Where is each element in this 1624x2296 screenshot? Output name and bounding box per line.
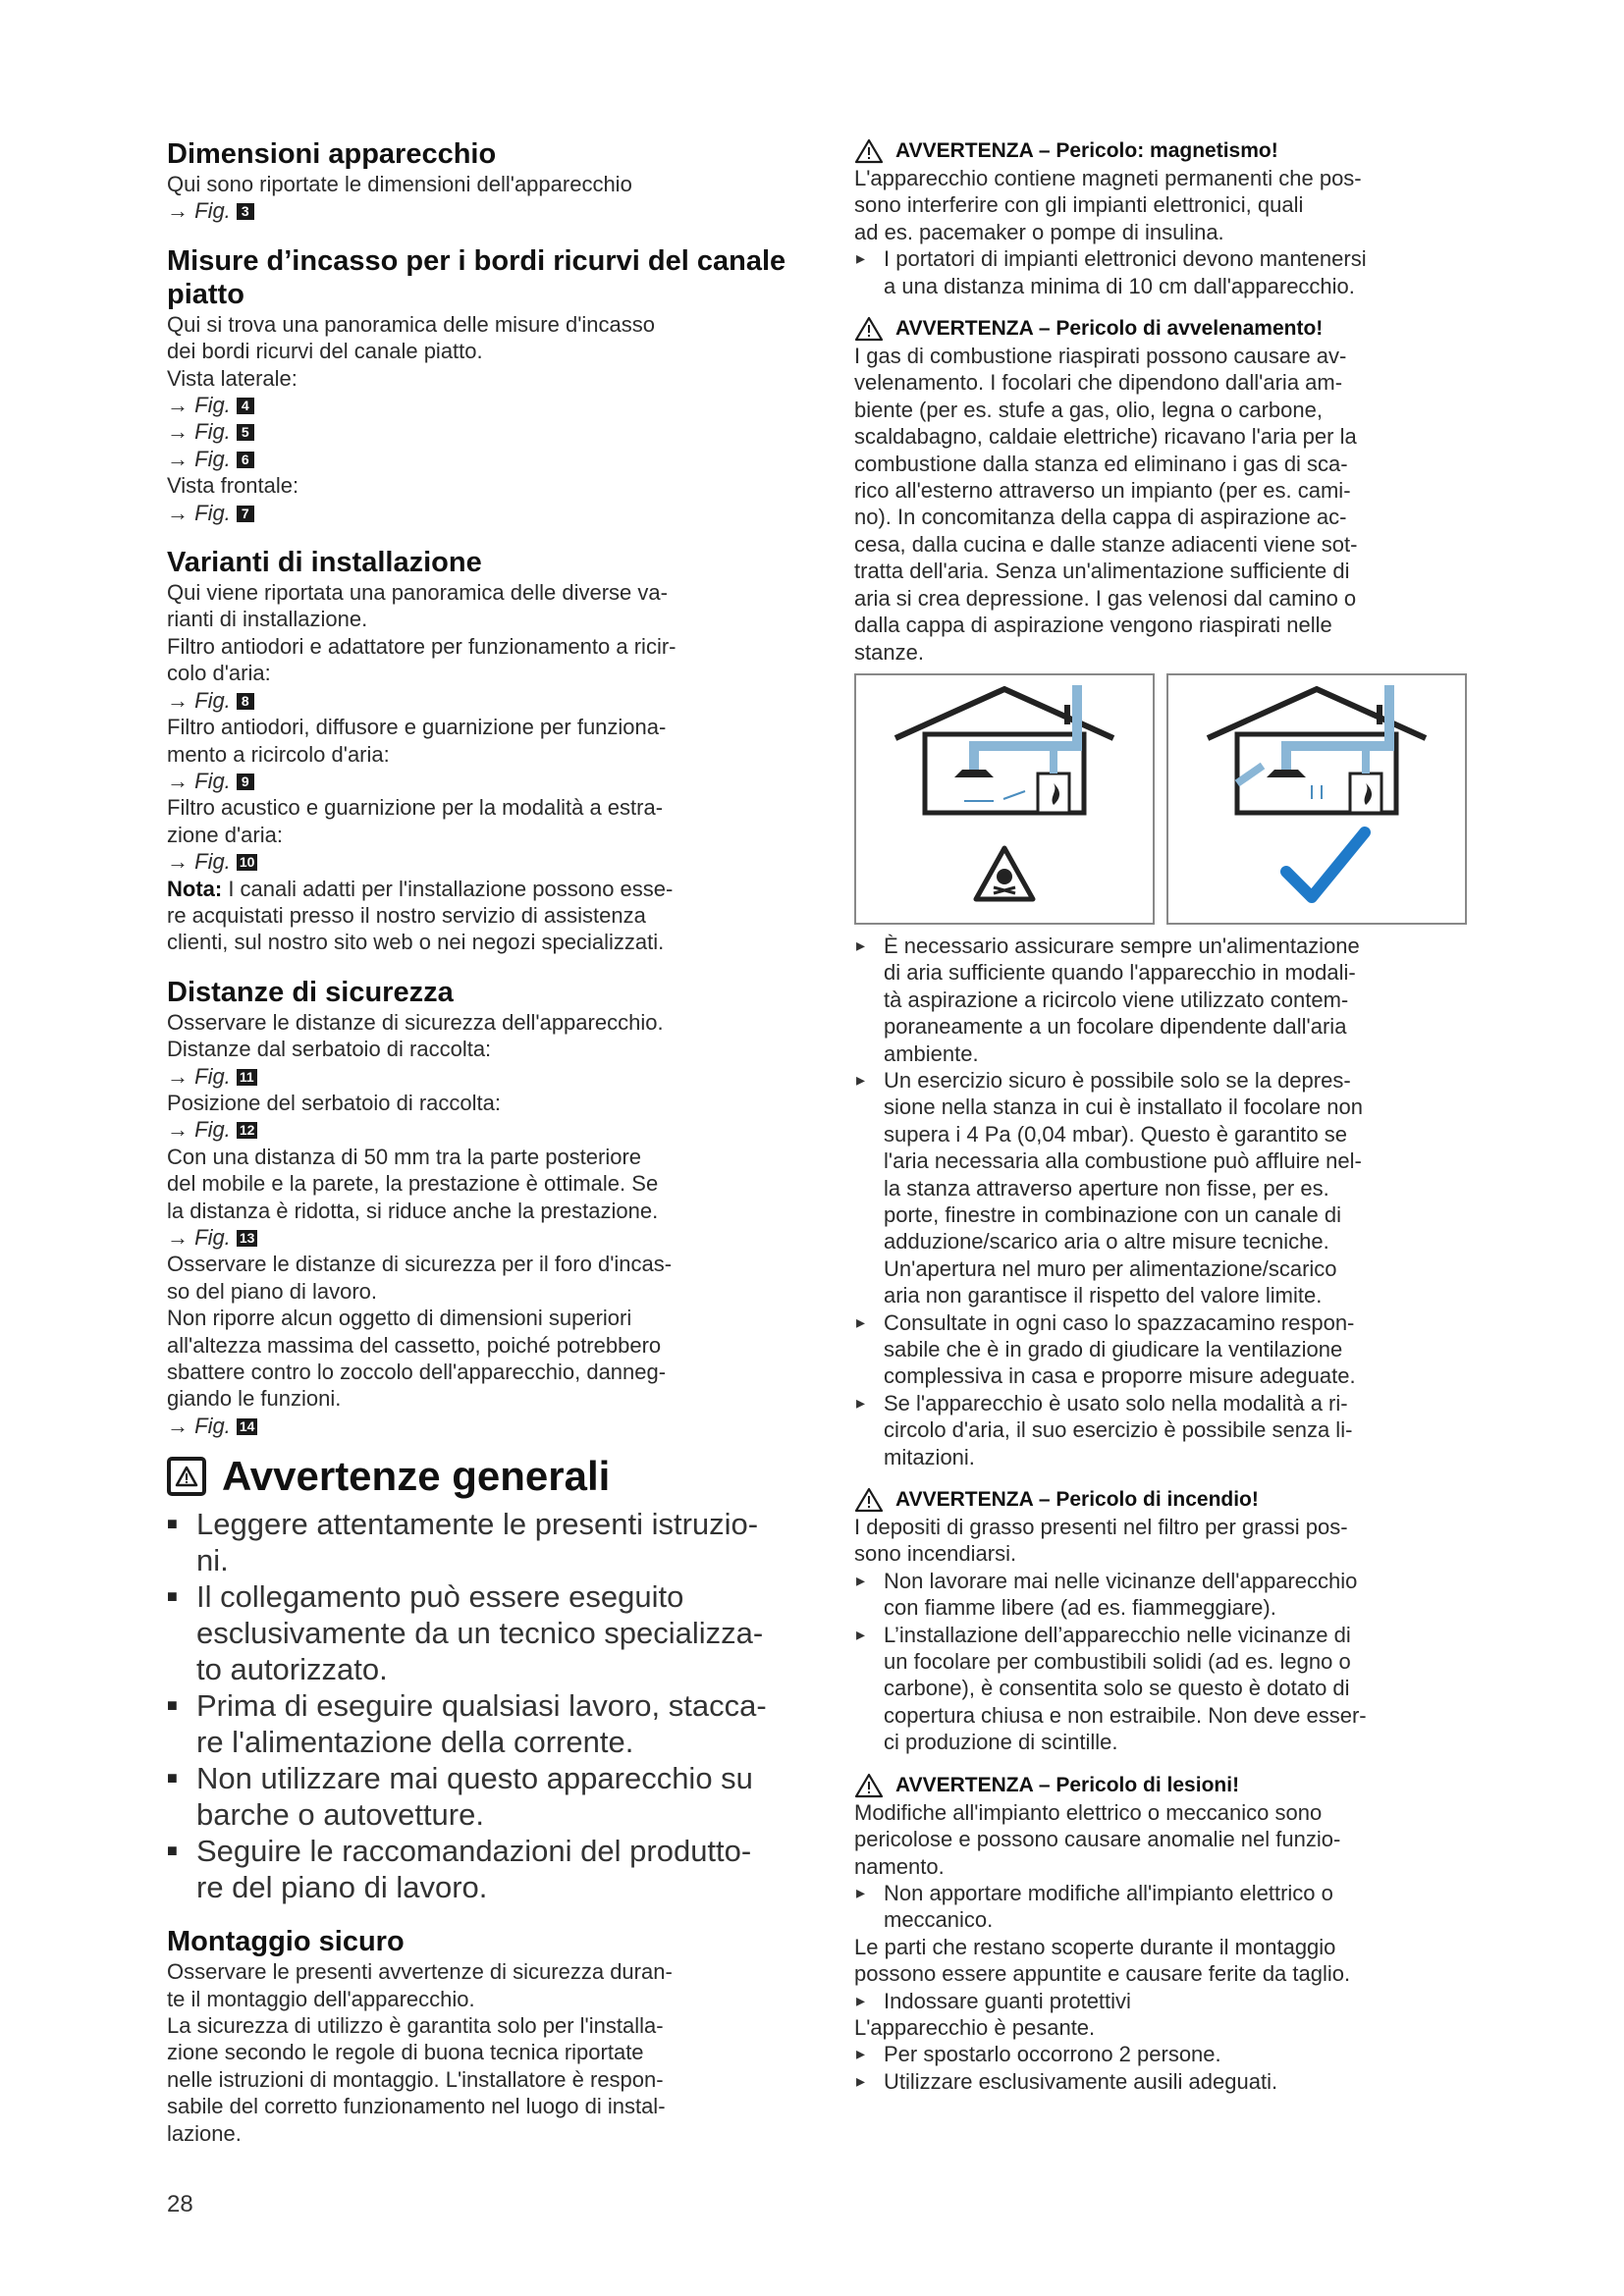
nota-label: Nota: [167, 876, 223, 901]
fig-number: 9 [237, 774, 254, 790]
nota: Nota: I canali adatti per l'installazione possono esse- re acquistati presso il nostro servizio di assistenza clienti, sul nostro sito web o nei negozi specializzati. [167, 876, 674, 955]
list-item: ▸ Utilizzare esclusivamente ausili adeguati. [854, 2068, 1488, 2095]
fig-number: 4 [237, 398, 254, 414]
lesioni-lines1: Modifiche all'impianto elettrico o meccanico sono pericolose e possono causare anomalie nel funzio- namento. [854, 1799, 1341, 1879]
list-item: ▸ Non lavorare mai nelle vicinanze dell'apparecchio con fiamme libere (ad es. fiammeggiare). [854, 1568, 1488, 1622]
list-item: ■ Prima di eseguire qualsiasi lavoro, stacca- re l'alimentazione della corrente. [167, 1687, 795, 1760]
warning-triangle-icon [854, 138, 884, 164]
warning-triangle-icon [854, 1487, 884, 1513]
fig-number: 12 [237, 1122, 258, 1139]
varianti-lines3: Filtro acustico e guarnizione per la modalità a estra- zione d'aria: [167, 795, 664, 847]
warning-avvelenamento: AVVERTENZA – Pericolo di avvelenamento! [854, 315, 1488, 343]
fig-ref: → Fig. 11 [167, 1063, 795, 1090]
fig-number: 14 [237, 1418, 258, 1435]
fig-ref: → Fig. 13 [167, 1224, 795, 1251]
list-item: ■ Seguire le raccomandazioni del produtto- re del piano di lavoro. [167, 1833, 795, 1905]
list-item: ■ Non utilizzare mai questo apparecchio su barche o autovetture. [167, 1760, 795, 1833]
heading-distanze: Distanze di sicurezza [167, 976, 454, 1008]
distanze-lines2: Posizione del serbatoio di raccolta: [167, 1090, 501, 1115]
distanze-lines4: Osservare le distanze di sicurezza per il foro d'incas- so del piano di lavoro. Non riporre alcun oggetto di dimensioni superiori all'altezza massima del cassetto, poiché potrebbero sbattere contro lo zoccolo dell'apparecchio, danneg- giando le funzioni. [167, 1252, 673, 1412]
fig-ref: → Fig. 14 [167, 1413, 795, 1439]
warning-triangle-icon [854, 316, 884, 342]
illustration-safe [1166, 673, 1467, 925]
list-item: ▸ Un esercizio sicuro è possibile solo se la depres- sione nella stanza in cui è installato il focolare non supera i 4 Pa (0,04 mbar). Questo è garantito se l'aria necessaria alla combustione può affluire nel- la stanza attraverso aperture non fisse, per es. porte, finestre in combinazione con un canale di adduzione/scarico aria o altre misure tecniche. Un'apertura nel muro per alimentazione/scarico aria non garantisce il rispetto del valore limite. [854, 1067, 1488, 1309]
avvelenamento-lines: I gas di combustione riaspirati possono causare av- velenamento. I focolari che dipendono dall'aria am- biente (per es. stufe a gas, olio, legna o carbone, scaldabagno, caldaie elettriche) ricavano l'aria per la combustione dalla stanza ed eliminano i gas di sca- rico all'esterno attraverso un impianto (per es. cami- no). In concomitanza della cappa di aspirazione ac- cesa, dalla cucina e dalle stanze adiacenti viene sot- tratta dell'aria. Senza un'alimentazione sufficiente di aria si crea depressione. I gas velenosi dal camino o dalla cappa di aspirazione vengono riaspirati nelle stanze. [854, 344, 1358, 665]
fig-ref: → Fig. 4 [167, 392, 795, 418]
misure-lines: Qui si trova una panoramica delle misure d'incasso dei bordi ricurvi del canale piatto. Vista laterale: [167, 311, 655, 391]
list-item: ▸ Se l'apparecchio è usato solo nella modalità a ri- circolo d'aria, il suo esercizio è possibile senza li- mitazioni. [854, 1390, 1488, 1470]
list-item: ▸ I portatori di impianti elettronici devono mantenersi a una distanza minima di 10 cm dall'apparecchio. [854, 245, 1488, 299]
fig-number: 8 [237, 693, 254, 710]
varianti-lines1: Qui viene riportata una panoramica delle diverse va- rianti di installazione. Filtro antiodori e adattatore per funzionamento a ricir- colo d'aria: [167, 580, 677, 686]
warning-box-icon [167, 1457, 206, 1496]
text-dimensioni: Qui sono riportate le dimensioni dell'apparecchio [167, 172, 632, 196]
fig-ref: → Fig. 3 [167, 197, 795, 224]
fig-number: 13 [237, 1230, 258, 1247]
warning-triangle-icon [854, 1773, 884, 1798]
fig-number: 11 [237, 1069, 257, 1086]
fig-ref: → Fig. 5 [167, 418, 795, 445]
fig-ref: → Fig. 7 [167, 500, 795, 526]
heading-varianti: Varianti di installazione [167, 547, 482, 579]
list-item: ▸ L’installazione dell’apparecchio nelle vicinanze di un focolare per combustibili solidi (ad es. legno o carbone), è consentita solo se questo è dotato di copertura chiusa e non estraibile. Non deve esser- ci produzione di scintille. [854, 1622, 1488, 1756]
fig-ref: → Fig. 9 [167, 768, 795, 794]
fig-number: 10 [237, 854, 258, 871]
heading-montaggio: Montaggio sicuro [167, 1926, 405, 1958]
warning-incendio: AVVERTENZA – Pericolo di incendio! [854, 1486, 1488, 1514]
ventilation-illustrations [854, 673, 1488, 925]
heading-avvertenze: Avvertenze generali [222, 1453, 611, 1500]
avvelenamento-bullets [854, 933, 1488, 1470]
right-column [854, 137, 1488, 2095]
lesioni-bullets2 [854, 1988, 1488, 2014]
magnetismo-bullets [854, 245, 1488, 299]
page-number: 28 [167, 2191, 193, 2217]
fig-ref: → Fig. 6 [167, 446, 795, 472]
heading-misure: Misure d’incasso per i bordi ricurvi del canale piatto [167, 244, 786, 310]
fig-ref: → Fig. 10 [167, 848, 795, 875]
varianti-lines2: Filtro antiodori, diffusore e guarnizione per funziona- mento a ricircolo d'aria: [167, 715, 667, 767]
distanze-lines1: Osservare le distanze di sicurezza dell'apparecchio. Distanze dal serbatoio di raccolta: [167, 1009, 664, 1062]
left-column [167, 137, 795, 2147]
list-item: ▸ Non apportare modifiche all'impianto elettrico o meccanico. [854, 1880, 1488, 1934]
warning-magnetismo: AVVERTENZA – Pericolo: magnetismo! [854, 137, 1488, 165]
avvertenze-list [167, 1506, 795, 1905]
warning-lesioni: AVVERTENZA – Pericolo di lesioni! [854, 1772, 1488, 1799]
vista-frontale: Vista frontale: [167, 473, 299, 499]
avvertenze-header [167, 1453, 795, 1500]
fig-number: 7 [237, 506, 254, 522]
incendio-bullets [854, 1568, 1488, 1756]
illustration-danger [854, 673, 1155, 925]
list-item: ■ Il collegamento può essere eseguito esclusivamente da un tecnico specializza- to autorizzato. [167, 1578, 795, 1687]
lesioni-lines2: Le parti che restano scoperte durante il montaggio possono essere appuntite e causare ferite da taglio. [854, 1934, 1351, 1987]
distanze-lines3: Con una distanza di 50 mm tra la parte posteriore del mobile e la parete, la prestazione è ottimale. Se la distanza è ridotta, si riduce anche la prestazione. [167, 1144, 659, 1223]
lesioni-bullets1 [854, 1880, 1488, 1934]
incendio-lines: I depositi di grasso presenti nel filtro per grassi pos- sono incendiarsi. [854, 1515, 1348, 1567]
fig-number: 5 [237, 424, 254, 441]
lesioni-bullets3 [854, 2041, 1488, 2095]
lesioni-lines3: L'apparecchio è pesante. [854, 2014, 1096, 2040]
heading-dimensioni: Dimensioni apparecchio [167, 138, 497, 170]
fig-number: 3 [237, 203, 254, 220]
fig-ref: → Fig. 12 [167, 1116, 795, 1143]
fig-ref: → Fig. 8 [167, 687, 795, 714]
list-item: ■ Leggere attentamente le presenti istruzio- ni. [167, 1506, 795, 1578]
list-item: ▸ Consultate in ogni caso lo spazzacamino respon- sabile che è in grado di giudicare la ventilazione complessiva in casa e proporre misure adeguate. [854, 1309, 1488, 1390]
list-item: ▸ Per spostarlo occorrono 2 persone. [854, 2041, 1488, 2067]
list-item: ▸ Indossare guanti protettivi [854, 1988, 1488, 2014]
magnetismo-lines: L'apparecchio contiene magneti permanenti che pos- sono interferire con gli impianti elettronici, quali ad es. pacemaker o pompe di insulina. [854, 166, 1362, 244]
fig-number: 6 [237, 452, 254, 468]
list-item: ▸ È necessario assicurare sempre un'alimentazione di aria sufficiente quando l'apparecchio in modali- tà aspirazione a ricircolo viene utilizzato contem- poraneamente a un focolare dipendente dall'aria ambiente. [854, 933, 1488, 1067]
montaggio-lines: Osservare le presenti avvertenze di sicurezza duran- te il montaggio dell'apparecchio. La sicurezza di utilizzo è garantita solo per l'installa- zione secondo le regole di buona tecnica riportate nelle istruzioni di montaggio. L'installatore è respon- sabile del corretto funzionamento nel luogo di instal- lazione. [167, 1959, 673, 2146]
